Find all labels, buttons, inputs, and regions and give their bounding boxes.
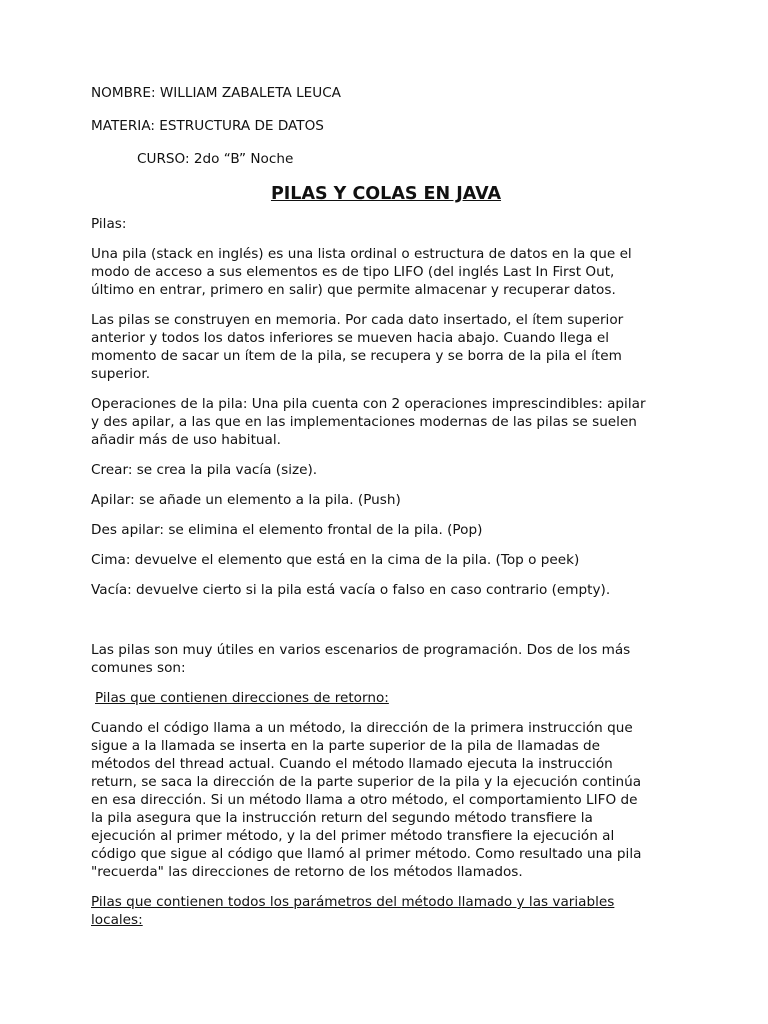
course: CURSO: 2do “B” Noche: [137, 151, 294, 167]
text-line: superior.: [91, 366, 151, 382]
operation-empty: Vacía: devuelve cierto si la pila está vacía o falso en caso contrario (empty).: [91, 582, 611, 598]
text-line: Las pilas son muy útiles en varios escenarios de programación. Dos de los más: [91, 642, 631, 658]
operation-peek: Cima: devuelve el elemento que está en la cima de la pila. (Top o peek): [91, 552, 580, 568]
paragraph-memory: [91, 311, 681, 383]
section-label-pilas: Pilas:: [91, 216, 127, 232]
paragraph-uses: [91, 641, 681, 677]
text-line: "recuerda" las direcciones de retorno de los métodos llamados.: [91, 864, 523, 880]
text-line: último en entrar, primero en salir) que permite almacenar y recuperar datos.: [91, 282, 616, 298]
text-line: momento de sacar un ítem de la pila, se recupera y se borra de la pila el ítem: [91, 348, 622, 364]
text-line: modo de acceso a sus elementos es de tipo LIFO (del inglés Last In First Out,: [91, 264, 615, 280]
subheading-return-addresses: [91, 689, 681, 707]
text-line: ejecución al primer método, y la del primer método transfiere la ejecución al: [91, 828, 615, 844]
operation-push: Apilar: se añade un elemento a la pila. (Push): [91, 492, 401, 508]
paragraph-operations: [91, 395, 681, 449]
paragraph-return-addresses: [91, 719, 681, 881]
subheading-text: Pilas que contienen direcciones de retorno:: [95, 690, 389, 706]
operation-create: Crear: se crea la pila vacía (size).: [91, 462, 318, 478]
text-line: Una pila (stack en inglés) es una lista ordinal o estructura de datos en la que el: [91, 246, 632, 262]
text-line: métodos del thread actual. Cuando el método llamado ejecuta la instrucción: [91, 756, 613, 772]
text-line: Cuando el código llama a un método, la dirección de la primera instrucción que: [91, 720, 633, 736]
text-line: Operaciones de la pila: Una pila cuenta con 2 operaciones imprescindibles: apilar: [91, 396, 646, 412]
subject: MATERIA: ESTRUCTURA DE DATOS: [91, 118, 324, 134]
text-line: y des apilar, a las que en las implementaciones modernas de las pilas se suelen: [91, 414, 637, 430]
subheading-parameters: [91, 893, 681, 929]
paragraph-definition: [91, 245, 681, 299]
text-line: Las pilas se construyen en memoria. Por cada dato insertado, el ítem superior: [91, 312, 624, 328]
text-line: comunes son:: [91, 660, 186, 676]
text-line: sigue a la llamada se inserta en la parte superior de la pila de llamadas de: [91, 738, 601, 754]
text-line: la pila asegura que la instrucción return del segundo método transfiere la: [91, 810, 593, 826]
text-line: return, se saca la dirección de la parte superior de la pila y la ejecución continúa: [91, 774, 642, 790]
text-line: código que sigue al código que llamó al primer método. Como resultado una pila: [91, 846, 642, 862]
operation-pop: Des apilar: se elimina el elemento frontal de la pila. (Pop): [91, 522, 483, 538]
subheading-text: locales:: [91, 912, 143, 928]
student-name: NOMBRE: WILLIAM ZABALETA LEUCA: [91, 85, 341, 101]
spacer: [91, 611, 681, 641]
text-line: añadir más de uso habitual.: [91, 432, 281, 448]
document-page: [91, 84, 681, 941]
subheading-text: Pilas que contienen todos los parámetros del método llamado y las variables: [91, 894, 615, 910]
document-title: PILAS Y COLAS EN JAVA: [270, 184, 502, 204]
text-line: en esa dirección. Si un método llama a otro método, el comportamiento LIFO de: [91, 792, 638, 808]
text-line: anterior y todos los datos inferiores se mueven hacia abajo. Cuando llega el: [91, 330, 610, 346]
